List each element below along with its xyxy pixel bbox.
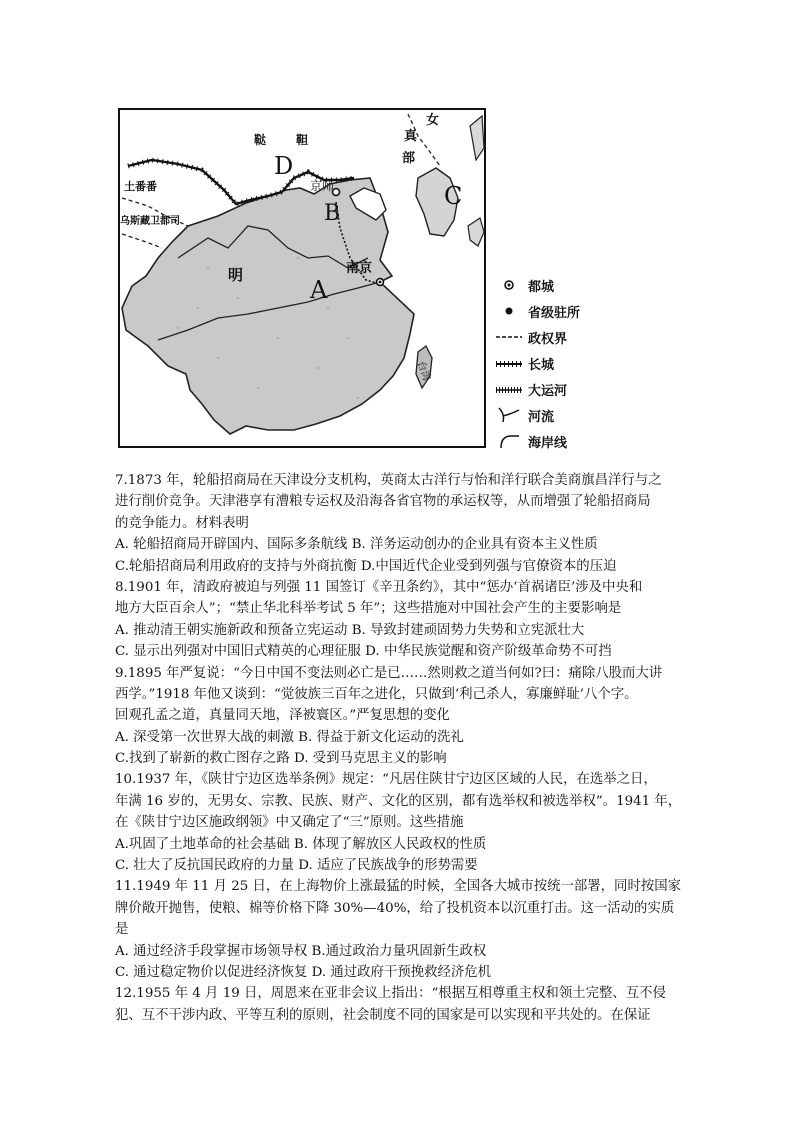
river-icon — [495, 406, 523, 424]
text-line: 进行削价竞争。天津港享有漕粮专运权及沿海各省官物的承运权等，从而增强了轮船招商局 — [115, 494, 651, 510]
provincial-seat-icon — [499, 304, 519, 318]
label-nv: 女 — [426, 113, 440, 128]
label-tubofan: 土番番 — [124, 180, 157, 193]
text-line: 犯、互不干涉内政、平等互利的原则，社会制度不同的国家是可以实现和平共处的。在保证 — [115, 1007, 651, 1023]
legend-label: 省级驻所 — [528, 305, 581, 321]
ming-dynasty-map — [118, 108, 486, 448]
text-line: C. 壮大了反抗国民政府的力量 D. 适应了民族战争的形势需要 — [115, 858, 478, 874]
text-line: 的竞争能力。材料表明 — [115, 515, 249, 531]
legend-row-great-wall — [494, 352, 634, 374]
question-text-block — [115, 470, 685, 1026]
text-line: A. 深受第一次世界大战的刺激 B. 得益于新文化运动的洗礼 — [115, 729, 464, 745]
nanjing-capital-dot — [379, 281, 382, 284]
map-legend — [494, 272, 634, 452]
legend-label: 河流 — [528, 409, 555, 425]
legend-row-grand-canal — [494, 378, 634, 400]
text-line: A.巩固了土地革命的社会基础 B. 体现了解放区人民政权的性质 — [115, 836, 487, 852]
label-bu: 部 — [402, 151, 416, 166]
text-line: 在《陕甘宁边区施政纲领》中又确定了“三”原则。这些措施 — [115, 815, 464, 831]
coastline-icon — [495, 432, 523, 450]
text-line: C.找到了崭新的救亡图存之路 D. 受到马克思主义的影响 — [115, 751, 447, 767]
text-line: 西学。”1918 年他又谈到：“觉彼族三百年之进化，只做到‘利己杀人，寡廉鲜耻’八个字。 — [115, 686, 638, 702]
legend-label: 大运河 — [528, 383, 568, 399]
legend-row-river — [494, 404, 634, 426]
text-line: 12.1955 年 4 月 19 日，周恩来在亚非会议上指出：“根据互相尊重主权和领土完整、互不侵 — [115, 986, 666, 1002]
text-line: 牌价敞开抛售，使粮、棉等价格下降 30%—40%，给了投机资本以沉重打击。这一活动的实质 — [115, 900, 675, 916]
legend-row-capital — [494, 274, 634, 296]
legend-label: 长城 — [528, 357, 555, 373]
grand-canal-icon — [495, 382, 523, 396]
label-zhen: 真 — [404, 129, 418, 144]
label-region-c: C — [444, 182, 463, 210]
legend-row-provincial-seat — [494, 300, 634, 322]
capital-icon — [499, 278, 519, 292]
text-line: 9.1895 年严复说：“今日中国不变法则必亡是已……然则救之道当何如?曰：痛除八股而大讲 — [115, 665, 663, 681]
label-wula: 乌斯藏卫都司 — [120, 216, 180, 227]
text-line: 7.1873 年，轮船招商局在天津设分支机构，英商太古洋行与怡和洋行联合美商旗昌洋行与之 — [115, 473, 662, 488]
label-region-b: B — [324, 201, 341, 226]
text-line: 11.1949 年 11 月 25 日，在上海物价上涨最猛的时候，全国各大城市按统一部署，同时按国家 — [115, 879, 682, 895]
text-line: C. 通过稳定物价以促进经济恢复 D. 通过政府干预挽救经济危机 — [115, 964, 492, 980]
text-line: 8.1901 年，清政府被迫与列强 11 国签订《辛丑条约》，其中“惩办‘首祸诸臣’涉及中央和 — [115, 579, 643, 595]
label-nanjing: 南京 — [346, 261, 373, 276]
label-tatar-1: 鞑 — [254, 133, 267, 147]
label-taiwan: 台湾 — [414, 359, 432, 383]
text-line: A. 通过经济手段掌握市场领导权 B.通过政治力量巩固新生政权 — [115, 943, 487, 959]
text-line: A. 推动清王朝实施新政和预备立宪运动 B. 导致封建顽固势力失势和立宪派壮大 — [115, 622, 585, 638]
regime-boundary-icon — [495, 330, 523, 344]
label-region-d: D — [274, 152, 294, 180]
legend-row-coastline — [494, 430, 634, 452]
legend-row-regime-boundary — [494, 326, 634, 348]
text-line: 是 — [115, 922, 129, 938]
text-line: 地方大臣百余人”；“禁止华北科举考试 5 年”；这些措施对中国社会产生的主要影响是 — [115, 601, 622, 617]
label-region-a: A — [310, 276, 328, 304]
label-tatar-2: 靼 — [296, 133, 309, 147]
label-jingshi: 京师 — [310, 179, 335, 193]
text-line: C. 显示出列强对中国旧式精英的心理征服 D. 中华民族觉醒和资产阶级革命势不可挡 — [115, 644, 612, 660]
great-wall-icon — [495, 356, 523, 370]
text-line: C.轮船招商局利用政府的支持与外商抗衡 D.中国近代企业受到列强与官僚资本的压迫 — [115, 558, 617, 574]
text-line: A. 轮船招商局开辟国内、国际多条航线 B. 洋务运动创办的企业具有资本主义性质 — [115, 537, 598, 553]
text-line: 年满 16 岁的，无男女、宗教、民族、财产、文化的区别，都有选举权和被选举权”。1941 年， — [115, 793, 682, 809]
text-line: 10.1937 年，《陕甘宁边区选举条例》规定：“凡居住陕甘宁边区区域的人民，在选举之日， — [115, 772, 657, 788]
legend-label: 海岸线 — [528, 435, 568, 451]
legend-label: 都城 — [528, 279, 555, 295]
label-ming: 明 — [228, 266, 244, 284]
text-line: 回观孔孟之道，真量同天地，泽被寰区。”严复思想的变化 — [115, 708, 450, 724]
legend-label: 政权界 — [528, 331, 568, 347]
